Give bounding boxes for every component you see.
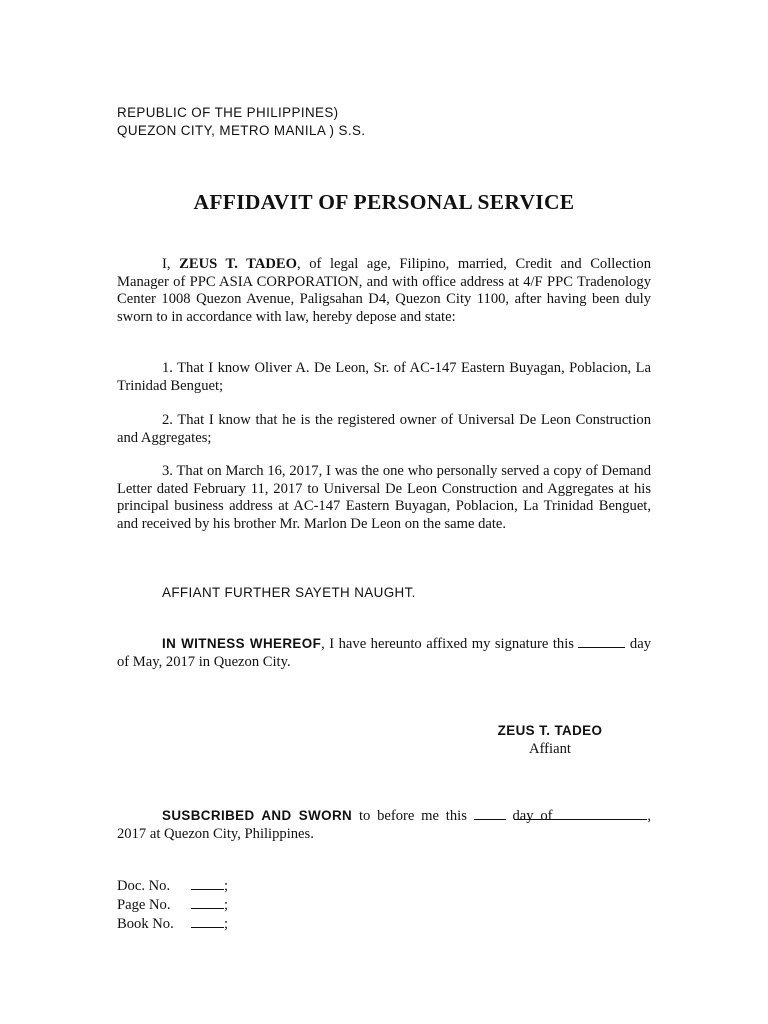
jurat-day-blank-line (474, 806, 506, 820)
intro-prefix: I, (162, 256, 180, 272)
page-number-suffix: ; (224, 897, 229, 913)
witness-paragraph (117, 634, 651, 671)
book-number-row (117, 914, 228, 933)
intro-paragraph (117, 256, 651, 326)
signature-block (478, 722, 622, 758)
jurat-lead: SUSBCRIBED AND SWORN (162, 808, 353, 823)
affiant-role-label: Affiant (529, 741, 571, 757)
jurat-paragraph (117, 806, 651, 843)
book-number-label: Book No. (117, 916, 174, 932)
statement-2: 2. That I know that he is the registered owner of Universal De Leon Construction and Aggregates; (117, 412, 651, 446)
affiant-signature-name: ZEUS T. TADEO (497, 723, 603, 738)
venue-line-1: REPUBLIC OF THE PHILIPPINES) (117, 105, 339, 120)
statement-1: 1. That I know Oliver A. De Leon, Sr. of AC-147 Eastern Buyagan, Poblacion, La Trinidad Benguet; (117, 360, 651, 394)
notarial-register-block (117, 876, 228, 933)
intro-text: , of legal age, Filipino, married, Credit and Collection Manager of PPC ASIA CORPORATION, and with office address at 4/F PPC Tradenology Center 1008 Quezon Avenue, Paligsahan D4, Quezon City 1100, after having been duly sworn to in accordance with law, hereby depose and state: (117, 256, 651, 325)
doc-number-label: Doc. No. (117, 878, 171, 894)
jurat-text-a: to before me this (352, 808, 474, 824)
page-number-label: Page No. (117, 897, 171, 913)
page-number-blank-line (191, 895, 224, 909)
doc-number-blank-line (191, 876, 224, 890)
venue-block (117, 104, 365, 140)
book-number-suffix: ; (224, 916, 229, 932)
statement-3: 3. That on March 16, 2017, I was the one who personally served a copy of Demand Letter dated February 11, 2017 to Universal De Leon Construction and Aggregates at his principal business address at AC-147 Eastern Buyagan, Poblacion, La Trinidad Benguet, and received by his brother Mr. Marlon De Leon on the same date. (117, 463, 651, 532)
doc-number-row (117, 876, 228, 895)
document-title: AFFIDAVIT OF PERSONAL SERVICE (193, 190, 575, 214)
page-number-row (117, 895, 228, 914)
jurat-text-b: day of (505, 808, 560, 824)
jurat-month-blank-line (514, 806, 647, 820)
affiant-name-inline: ZEUS T. TADEO (179, 256, 297, 272)
book-number-blank-line (191, 914, 224, 928)
jurat-text-c: , 2017 at Quezon City, Philippines. (117, 808, 651, 842)
day-blank-line (578, 634, 625, 648)
witness-lead: IN WITNESS WHEREOF (162, 636, 322, 651)
venue-line-2: QUEZON CITY, METRO MANILA ) S.S. (117, 123, 366, 138)
doc-number-suffix: ; (224, 878, 229, 894)
witness-text-a: , I have hereunto affixed my signature this (321, 636, 579, 652)
witness-text-b: day of May, 2017 in Quezon City. (117, 636, 651, 670)
further-statement: AFFIANT FURTHER SAYETH NAUGHT. (162, 585, 416, 600)
